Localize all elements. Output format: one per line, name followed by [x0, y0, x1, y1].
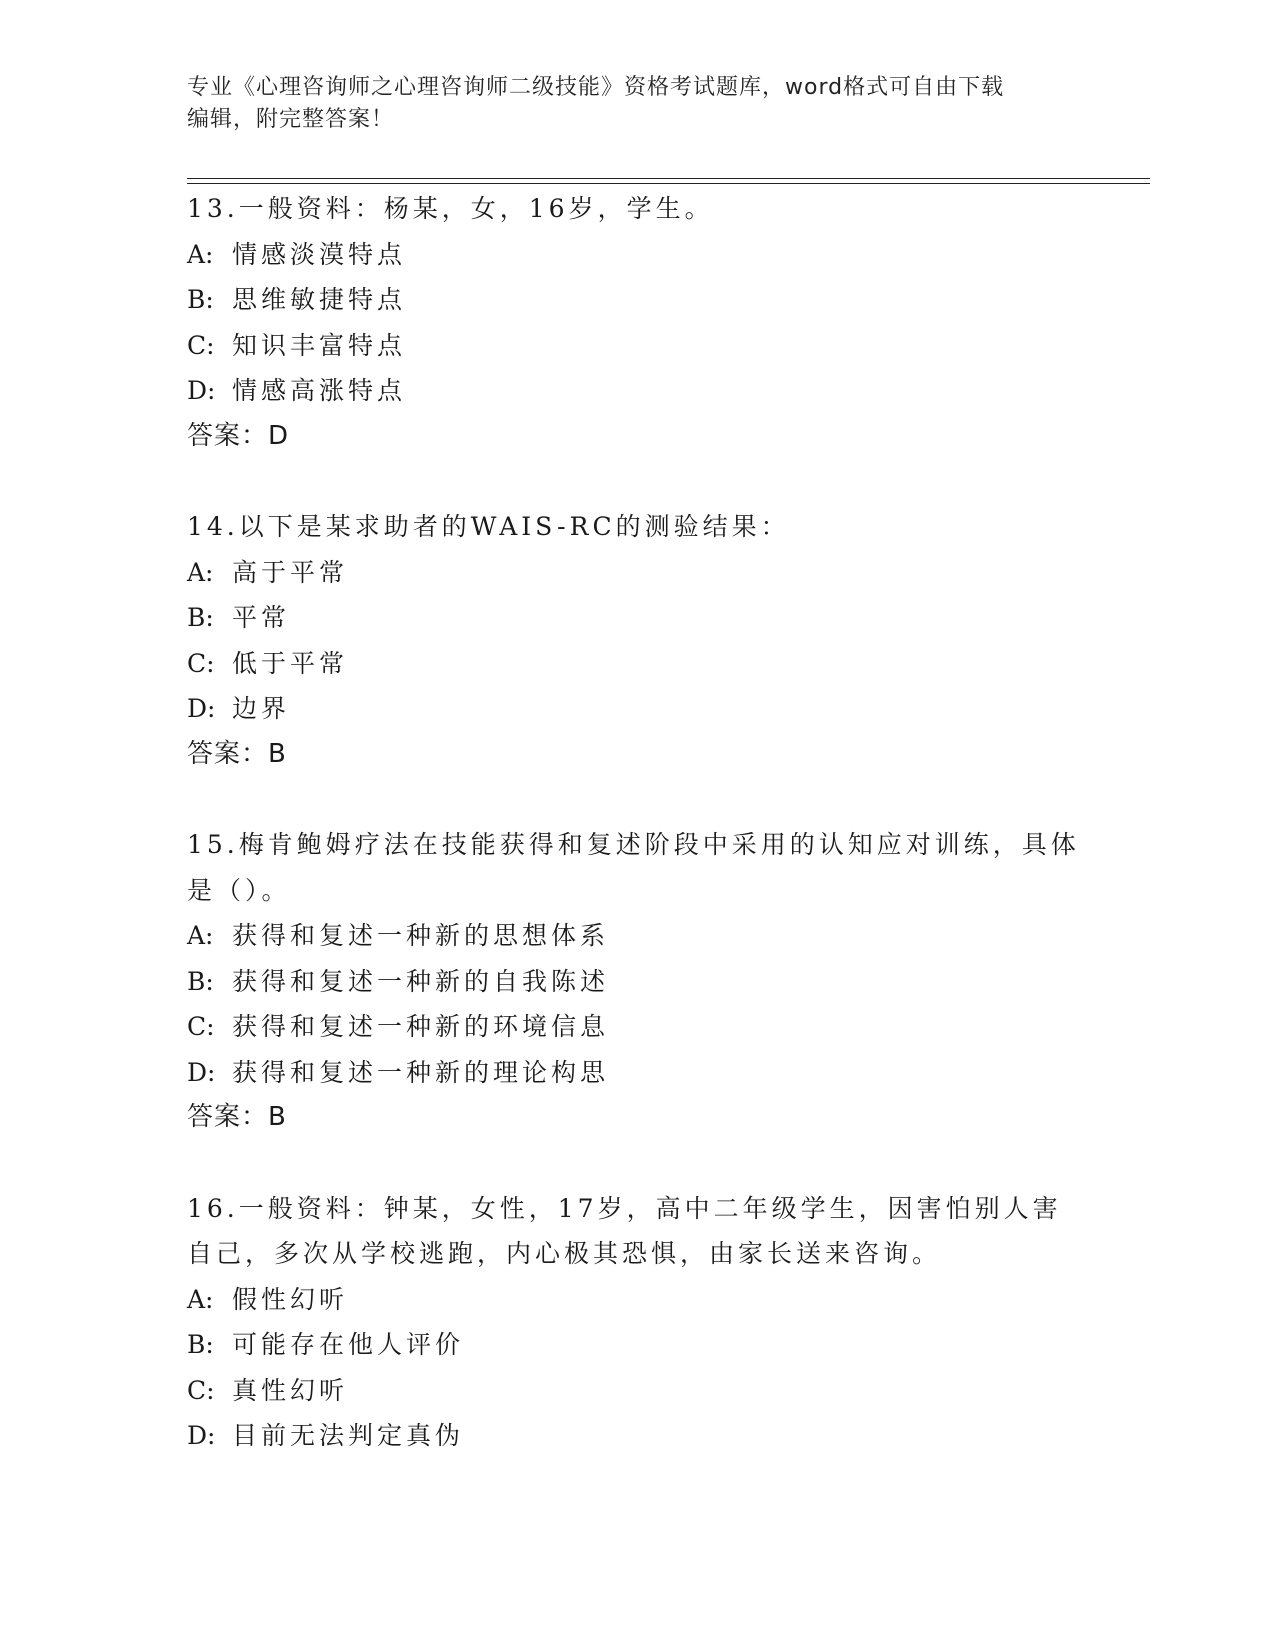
- header-divider-top: [187, 178, 1150, 179]
- question-list: [187, 186, 1087, 1459]
- question-stem: 13.一般资料：杨某，女，16岁，学生。: [187, 194, 714, 223]
- header-line-1: 专业《心理咨询师之心理咨询师二级技能》资格考试题库，word格式可自由下载: [187, 75, 1005, 100]
- option-a: [187, 232, 1087, 278]
- option-text: 获得和复述一种新的思想体系: [232, 921, 610, 950]
- option-a: [187, 550, 1087, 596]
- question-14: [187, 504, 1087, 777]
- header-line-2: 编辑，附完整答案！: [187, 107, 395, 132]
- option-text: 获得和复述一种新的环境信息: [232, 1012, 610, 1041]
- option-d: [187, 686, 1087, 732]
- option-letter: C:: [187, 330, 215, 360]
- option-letter: C:: [187, 1375, 215, 1405]
- option-letter: C:: [187, 1012, 215, 1041]
- option-text: 真性幻听: [232, 1375, 349, 1405]
- header-divider-bottom: [187, 183, 1150, 184]
- option-text: 思维敏捷特点: [232, 285, 407, 314]
- option-letter: B:: [187, 966, 214, 996]
- option-text: 情感淡漠特点: [232, 239, 407, 269]
- option-d: [187, 1050, 1087, 1096]
- option-b: [187, 959, 1087, 1005]
- option-letter: D:: [187, 1057, 216, 1087]
- option-text: 平常: [232, 603, 291, 632]
- option-text: 边界: [232, 694, 291, 723]
- option-letter: A:: [187, 557, 214, 587]
- option-c: [187, 1368, 1087, 1414]
- option-text: 知识丰富特点: [232, 330, 407, 360]
- option-d: [187, 368, 1087, 414]
- option-b: [187, 277, 1087, 323]
- option-letter: A:: [187, 1284, 214, 1314]
- option-letter: D:: [187, 1421, 216, 1450]
- option-letter: C:: [187, 648, 215, 678]
- question-stem: 15.梅肯鲍姆疗法在技能获得和复述阶段中采用的认知应对训练，具体是（）。: [187, 830, 1080, 905]
- option-text: 情感高涨特点: [232, 376, 407, 405]
- answer-line: 答案：D: [187, 420, 290, 451]
- question-16: [187, 1186, 1087, 1459]
- option-text: 低于平常: [232, 648, 349, 678]
- option-text: 假性幻听: [232, 1284, 349, 1314]
- option-a: [187, 1277, 1087, 1323]
- option-letter: A:: [187, 239, 214, 269]
- option-text: 目前无法判定真伪: [232, 1421, 465, 1450]
- option-text: 获得和复述一种新的理论构思: [232, 1057, 610, 1087]
- question-stem: 14.以下是某求助者的WAIS-RC的测验结果：: [187, 512, 790, 541]
- option-c: [187, 323, 1087, 369]
- question-13: [187, 186, 1087, 459]
- answer-line: 答案：B: [187, 738, 287, 769]
- option-text: 高于平常: [232, 557, 349, 587]
- option-d: [187, 1413, 1087, 1459]
- answer-line: 答案：B: [187, 1102, 287, 1132]
- option-c: [187, 1004, 1087, 1050]
- option-text: 获得和复述一种新的自我陈述: [232, 966, 610, 996]
- option-letter: D:: [187, 694, 216, 723]
- question-stem: 16.一般资料：钟某，女性，17岁，高中二年级学生，因害怕别人害自己，多次从学校逃跑，内心极其恐惧，由家长送来咨询。: [187, 1193, 1062, 1268]
- option-letter: B:: [187, 1330, 214, 1359]
- option-c: [187, 641, 1087, 687]
- option-letter: A:: [187, 921, 214, 950]
- option-letter: B:: [187, 603, 214, 632]
- option-a: [187, 913, 1087, 959]
- option-text: 可能存在他人评价: [232, 1330, 465, 1359]
- option-b: [187, 1322, 1087, 1368]
- question-15: [187, 822, 1087, 1141]
- option-letter: D:: [187, 376, 216, 405]
- document-header: [187, 72, 1087, 136]
- option-b: [187, 595, 1087, 641]
- option-letter: B:: [187, 285, 214, 314]
